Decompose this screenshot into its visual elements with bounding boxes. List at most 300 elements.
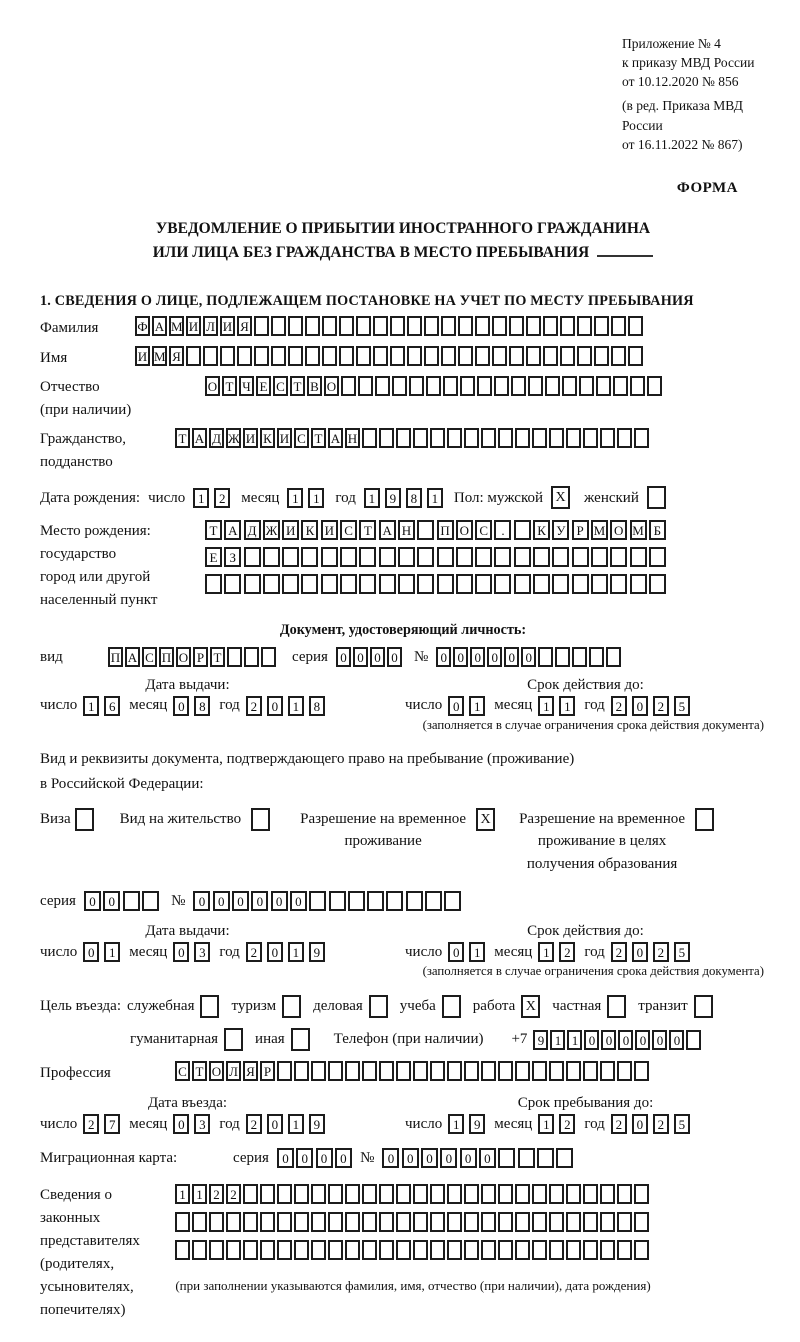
char-cell[interactable] (379, 1240, 394, 1260)
char-cell[interactable]: 2 (246, 696, 262, 716)
char-cell[interactable]: 1 (567, 1030, 582, 1050)
char-cell[interactable] (277, 1240, 292, 1260)
char-cell[interactable] (494, 574, 511, 594)
char-cell[interactable] (294, 1061, 309, 1081)
char-cell[interactable]: С (475, 520, 492, 540)
char-cell[interactable]: К (301, 520, 318, 540)
char-cell[interactable] (560, 346, 575, 366)
char-cell[interactable]: Т (175, 428, 190, 448)
char-cell[interactable]: 0 (453, 647, 468, 667)
char-cell[interactable]: 0 (290, 891, 307, 911)
char-cell[interactable]: 0 (440, 1148, 457, 1168)
char-cell[interactable] (481, 1240, 496, 1260)
char-cell[interactable]: 1 (538, 696, 554, 716)
char-cell[interactable] (244, 574, 261, 594)
char-cell[interactable] (329, 891, 346, 911)
char-cell[interactable] (430, 1184, 445, 1204)
char-cell[interactable]: 0 (296, 1148, 313, 1168)
char-cell[interactable] (260, 1184, 275, 1204)
char-cell[interactable] (301, 574, 318, 594)
char-cell[interactable] (492, 316, 507, 336)
char-cell[interactable] (538, 647, 553, 667)
char-cell[interactable]: 0 (521, 647, 536, 667)
char-cell[interactable] (413, 1240, 428, 1260)
char-cell[interactable]: 0 (103, 891, 120, 911)
char-cell[interactable] (237, 346, 252, 366)
char-cell[interactable] (526, 346, 541, 366)
char-cell[interactable] (552, 574, 569, 594)
char-cell[interactable] (277, 1212, 292, 1232)
char-cell[interactable]: О (610, 520, 627, 540)
char-cell[interactable] (186, 346, 201, 366)
char-cell[interactable] (617, 1184, 632, 1204)
char-cell[interactable]: 0 (460, 1148, 477, 1168)
char-cell[interactable]: И (186, 316, 201, 336)
char-cell[interactable] (379, 1212, 394, 1232)
char-cell[interactable]: 0 (271, 891, 288, 911)
char-cell[interactable] (583, 1240, 598, 1260)
char-cell[interactable]: Т (222, 376, 237, 396)
char-cell[interactable] (311, 1212, 326, 1232)
char-cell[interactable] (515, 1061, 530, 1081)
char-cell[interactable] (494, 376, 509, 396)
char-cell[interactable] (424, 346, 439, 366)
char-cell[interactable]: 0 (448, 696, 464, 716)
char-cell[interactable]: 0 (632, 1114, 648, 1134)
char-cell[interactable] (362, 1184, 377, 1204)
char-cell[interactable] (583, 1061, 598, 1081)
char-cell[interactable] (475, 346, 490, 366)
visa-checkbox[interactable] (75, 808, 94, 831)
char-cell[interactable] (611, 316, 626, 336)
char-cell[interactable]: 2 (559, 1114, 575, 1134)
char-cell[interactable] (600, 1061, 615, 1081)
char-cell[interactable] (617, 1061, 632, 1081)
char-cell[interactable] (456, 547, 473, 567)
char-cell[interactable] (328, 1212, 343, 1232)
char-cell[interactable] (309, 891, 326, 911)
char-cell[interactable]: Т (192, 1061, 207, 1081)
char-cell[interactable] (596, 376, 611, 396)
char-cell[interactable]: П (159, 647, 174, 667)
char-cell[interactable] (311, 1240, 326, 1260)
char-cell[interactable] (543, 346, 558, 366)
char-cell[interactable] (362, 428, 377, 448)
char-cell[interactable] (305, 316, 320, 336)
char-cell[interactable]: И (220, 316, 235, 336)
char-cell[interactable] (406, 891, 423, 911)
char-cell[interactable] (549, 1240, 564, 1260)
char-cell[interactable]: О (324, 376, 339, 396)
char-cell[interactable] (566, 1240, 581, 1260)
char-cell[interactable]: 0 (370, 647, 385, 667)
char-cell[interactable]: 2 (611, 1114, 627, 1134)
char-cell[interactable]: 9 (385, 488, 401, 508)
char-cell[interactable]: 2 (653, 696, 669, 716)
char-cell[interactable]: Е (205, 547, 222, 567)
char-cell[interactable] (301, 547, 318, 567)
char-cell[interactable]: 0 (232, 891, 249, 911)
char-cell[interactable]: Е (256, 376, 271, 396)
char-cell[interactable]: 0 (632, 942, 648, 962)
char-cell[interactable] (600, 428, 615, 448)
char-cell[interactable] (566, 428, 581, 448)
char-cell[interactable]: Д (244, 520, 261, 540)
char-cell[interactable] (396, 1184, 411, 1204)
char-cell[interactable] (458, 346, 473, 366)
char-cell[interactable] (456, 574, 473, 594)
char-cell[interactable] (311, 1184, 326, 1204)
char-cell[interactable] (367, 891, 384, 911)
char-cell[interactable]: А (125, 647, 140, 667)
char-cell[interactable]: 0 (213, 891, 230, 911)
char-cell[interactable]: 3 (194, 1114, 210, 1134)
char-cell[interactable]: Я (243, 1061, 258, 1081)
char-cell[interactable] (572, 647, 587, 667)
char-cell[interactable] (647, 376, 662, 396)
char-cell[interactable]: 0 (267, 942, 283, 962)
purpose-official-checkbox[interactable] (200, 995, 219, 1018)
char-cell[interactable]: 5 (674, 1114, 690, 1134)
char-cell[interactable] (549, 1184, 564, 1204)
char-cell[interactable] (359, 574, 376, 594)
char-cell[interactable] (192, 1212, 207, 1232)
char-cell[interactable]: 2 (209, 1184, 224, 1204)
char-cell[interactable] (254, 316, 269, 336)
char-cell[interactable] (532, 1240, 547, 1260)
char-cell[interactable]: 0 (267, 696, 283, 716)
char-cell[interactable] (594, 346, 609, 366)
char-cell[interactable]: О (456, 520, 473, 540)
char-cell[interactable] (260, 1212, 275, 1232)
char-cell[interactable] (396, 1061, 411, 1081)
char-cell[interactable]: 1 (469, 696, 485, 716)
char-cell[interactable] (577, 316, 592, 336)
char-cell[interactable]: 2 (611, 696, 627, 716)
char-cell[interactable] (464, 1061, 479, 1081)
char-cell[interactable]: 0 (277, 1148, 294, 1168)
char-cell[interactable]: 1 (448, 1114, 464, 1134)
char-cell[interactable]: 9 (469, 1114, 485, 1134)
char-cell[interactable] (492, 346, 507, 366)
char-cell[interactable] (244, 547, 261, 567)
char-cell[interactable] (628, 346, 643, 366)
char-cell[interactable] (123, 891, 140, 911)
char-cell[interactable] (606, 647, 621, 667)
char-cell[interactable] (288, 316, 303, 336)
char-cell[interactable]: Д (209, 428, 224, 448)
char-cell[interactable]: 8 (406, 488, 422, 508)
char-cell[interactable]: 2 (214, 488, 230, 508)
char-cell[interactable] (447, 1061, 462, 1081)
char-cell[interactable] (430, 1061, 445, 1081)
char-cell[interactable]: 0 (336, 647, 351, 667)
char-cell[interactable]: П (108, 647, 123, 667)
char-cell[interactable] (362, 1061, 377, 1081)
char-cell[interactable] (543, 316, 558, 336)
char-cell[interactable]: 0 (316, 1148, 333, 1168)
char-cell[interactable] (591, 574, 608, 594)
char-cell[interactable]: Ч (239, 376, 254, 396)
char-cell[interactable]: П (437, 520, 454, 540)
char-cell[interactable] (398, 574, 415, 594)
char-cell[interactable] (498, 1240, 513, 1260)
char-cell[interactable] (498, 1148, 515, 1168)
char-cell[interactable] (437, 547, 454, 567)
char-cell[interactable]: 1 (288, 942, 304, 962)
char-cell[interactable] (532, 1212, 547, 1232)
char-cell[interactable]: 9 (309, 1114, 325, 1134)
char-cell[interactable]: Л (226, 1061, 241, 1081)
char-cell[interactable]: 1 (550, 1030, 565, 1050)
char-cell[interactable] (560, 316, 575, 336)
char-cell[interactable]: А (328, 428, 343, 448)
purpose-private-checkbox[interactable] (607, 995, 626, 1018)
char-cell[interactable] (321, 574, 338, 594)
char-cell[interactable] (583, 428, 598, 448)
char-cell[interactable] (254, 346, 269, 366)
char-cell[interactable] (591, 547, 608, 567)
purpose-tourism-checkbox[interactable] (282, 995, 301, 1018)
char-cell[interactable] (617, 428, 632, 448)
char-cell[interactable] (322, 346, 337, 366)
char-cell[interactable] (515, 1184, 530, 1204)
char-cell[interactable] (321, 547, 338, 567)
char-cell[interactable]: Т (210, 647, 225, 667)
char-cell[interactable]: И (321, 520, 338, 540)
char-cell[interactable]: 0 (402, 1148, 419, 1168)
char-cell[interactable] (464, 1240, 479, 1260)
char-cell[interactable] (413, 428, 428, 448)
char-cell[interactable] (359, 547, 376, 567)
char-cell[interactable]: 0 (618, 1030, 633, 1050)
char-cell[interactable]: 0 (479, 1148, 496, 1168)
char-cell[interactable] (260, 1240, 275, 1260)
char-cell[interactable] (305, 346, 320, 366)
char-cell[interactable] (549, 1061, 564, 1081)
char-cell[interactable]: 0 (251, 891, 268, 911)
char-cell[interactable] (566, 1212, 581, 1232)
char-cell[interactable]: А (152, 316, 167, 336)
char-cell[interactable]: 2 (246, 942, 262, 962)
char-cell[interactable] (481, 1184, 496, 1204)
char-cell[interactable]: К (533, 520, 550, 540)
char-cell[interactable] (379, 1184, 394, 1204)
char-cell[interactable] (417, 574, 434, 594)
char-cell[interactable] (572, 574, 589, 594)
char-cell[interactable] (362, 1212, 377, 1232)
char-cell[interactable] (417, 520, 434, 540)
char-cell[interactable] (379, 428, 394, 448)
char-cell[interactable] (583, 1212, 598, 1232)
char-cell[interactable]: 2 (559, 942, 575, 962)
char-cell[interactable] (498, 1061, 513, 1081)
char-cell[interactable]: Р (193, 647, 208, 667)
char-cell[interactable] (475, 547, 492, 567)
char-cell[interactable]: М (630, 520, 647, 540)
char-cell[interactable]: Я (237, 316, 252, 336)
char-cell[interactable] (634, 1061, 649, 1081)
char-cell[interactable] (686, 1030, 701, 1050)
char-cell[interactable] (282, 547, 299, 567)
char-cell[interactable] (579, 376, 594, 396)
char-cell[interactable] (430, 1212, 445, 1232)
char-cell[interactable]: 0 (487, 647, 502, 667)
char-cell[interactable] (447, 428, 462, 448)
char-cell[interactable]: С (340, 520, 357, 540)
char-cell[interactable] (481, 1061, 496, 1081)
char-cell[interactable] (244, 647, 259, 667)
char-cell[interactable]: 1 (364, 488, 380, 508)
char-cell[interactable] (509, 316, 524, 336)
char-cell[interactable] (443, 376, 458, 396)
char-cell[interactable]: А (379, 520, 396, 540)
char-cell[interactable] (498, 428, 513, 448)
char-cell[interactable] (528, 376, 543, 396)
char-cell[interactable] (532, 1061, 547, 1081)
char-cell[interactable]: К (260, 428, 275, 448)
char-cell[interactable]: 0 (173, 1114, 189, 1134)
char-cell[interactable] (613, 376, 628, 396)
char-cell[interactable] (392, 376, 407, 396)
char-cell[interactable]: С (294, 428, 309, 448)
char-cell[interactable] (430, 428, 445, 448)
char-cell[interactable] (224, 574, 241, 594)
char-cell[interactable]: 2 (246, 1114, 262, 1134)
char-cell[interactable]: 1 (192, 1184, 207, 1204)
char-cell[interactable]: 3 (194, 942, 210, 962)
char-cell[interactable]: 0 (436, 647, 451, 667)
char-cell[interactable] (475, 574, 492, 594)
char-cell[interactable]: М (152, 346, 167, 366)
char-cell[interactable] (413, 1184, 428, 1204)
char-cell[interactable] (566, 1061, 581, 1081)
char-cell[interactable] (600, 1240, 615, 1260)
purpose-study-checkbox[interactable] (442, 995, 461, 1018)
char-cell[interactable] (175, 1212, 190, 1232)
char-cell[interactable] (227, 647, 242, 667)
char-cell[interactable] (294, 1184, 309, 1204)
char-cell[interactable] (294, 1240, 309, 1260)
char-cell[interactable]: Т (359, 520, 376, 540)
char-cell[interactable] (518, 1148, 535, 1168)
char-cell[interactable] (634, 1240, 649, 1260)
char-cell[interactable] (511, 376, 526, 396)
char-cell[interactable] (475, 316, 490, 336)
char-cell[interactable]: 0 (470, 647, 485, 667)
char-cell[interactable] (294, 1212, 309, 1232)
char-cell[interactable] (175, 1240, 190, 1260)
char-cell[interactable] (458, 316, 473, 336)
char-cell[interactable]: С (175, 1061, 190, 1081)
char-cell[interactable]: 0 (632, 696, 648, 716)
char-cell[interactable]: Т (311, 428, 326, 448)
char-cell[interactable] (537, 1148, 554, 1168)
char-cell[interactable]: . (494, 520, 511, 540)
char-cell[interactable] (441, 316, 456, 336)
char-cell[interactable] (437, 574, 454, 594)
char-cell[interactable] (192, 1240, 207, 1260)
char-cell[interactable] (340, 574, 357, 594)
char-cell[interactable] (356, 316, 371, 336)
char-cell[interactable] (375, 376, 390, 396)
char-cell[interactable] (328, 1061, 343, 1081)
char-cell[interactable]: И (277, 428, 292, 448)
char-cell[interactable] (345, 1061, 360, 1081)
char-cell[interactable] (396, 1240, 411, 1260)
temp-residence-checkbox[interactable]: X (476, 808, 495, 831)
char-cell[interactable] (339, 346, 354, 366)
char-cell[interactable]: У (552, 520, 569, 540)
char-cell[interactable]: 1 (83, 696, 99, 716)
char-cell[interactable] (407, 346, 422, 366)
char-cell[interactable] (610, 574, 627, 594)
char-cell[interactable]: 0 (504, 647, 519, 667)
char-cell[interactable]: 1 (308, 488, 324, 508)
char-cell[interactable]: 2 (653, 942, 669, 962)
char-cell[interactable]: 0 (387, 647, 402, 667)
char-cell[interactable] (566, 1184, 581, 1204)
char-cell[interactable]: Н (398, 520, 415, 540)
char-cell[interactable] (583, 1184, 598, 1204)
char-cell[interactable]: 1 (175, 1184, 190, 1204)
char-cell[interactable] (514, 520, 531, 540)
char-cell[interactable]: И (282, 520, 299, 540)
char-cell[interactable] (345, 1240, 360, 1260)
char-cell[interactable] (417, 547, 434, 567)
char-cell[interactable] (379, 1061, 394, 1081)
char-cell[interactable]: 1 (193, 488, 209, 508)
char-cell[interactable]: 5 (674, 696, 690, 716)
char-cell[interactable] (617, 1212, 632, 1232)
char-cell[interactable] (617, 1240, 632, 1260)
char-cell[interactable] (447, 1184, 462, 1204)
char-cell[interactable]: 0 (173, 696, 189, 716)
char-cell[interactable] (533, 547, 550, 567)
char-cell[interactable] (611, 346, 626, 366)
purpose-transit-checkbox[interactable] (694, 995, 713, 1018)
gender-female-checkbox[interactable] (647, 486, 666, 509)
char-cell[interactable] (649, 574, 666, 594)
char-cell[interactable] (509, 346, 524, 366)
char-cell[interactable]: В (307, 376, 322, 396)
char-cell[interactable] (545, 376, 560, 396)
char-cell[interactable]: Ж (263, 520, 280, 540)
char-cell[interactable] (514, 574, 531, 594)
char-cell[interactable]: О (209, 1061, 224, 1081)
char-cell[interactable]: 0 (601, 1030, 616, 1050)
char-cell[interactable] (356, 346, 371, 366)
char-cell[interactable] (348, 891, 365, 911)
char-cell[interactable] (373, 316, 388, 336)
char-cell[interactable] (209, 1240, 224, 1260)
char-cell[interactable] (515, 1240, 530, 1260)
char-cell[interactable] (444, 891, 461, 911)
char-cell[interactable] (413, 1061, 428, 1081)
char-cell[interactable] (447, 1212, 462, 1232)
char-cell[interactable]: 8 (194, 696, 210, 716)
char-cell[interactable] (634, 428, 649, 448)
char-cell[interactable]: 0 (635, 1030, 650, 1050)
char-cell[interactable] (277, 1061, 292, 1081)
char-cell[interactable]: 0 (652, 1030, 667, 1050)
char-cell[interactable] (430, 1240, 445, 1260)
char-cell[interactable] (634, 1212, 649, 1232)
char-cell[interactable] (243, 1240, 258, 1260)
char-cell[interactable] (634, 1184, 649, 1204)
purpose-business-checkbox[interactable] (369, 995, 388, 1018)
char-cell[interactable] (600, 1212, 615, 1232)
